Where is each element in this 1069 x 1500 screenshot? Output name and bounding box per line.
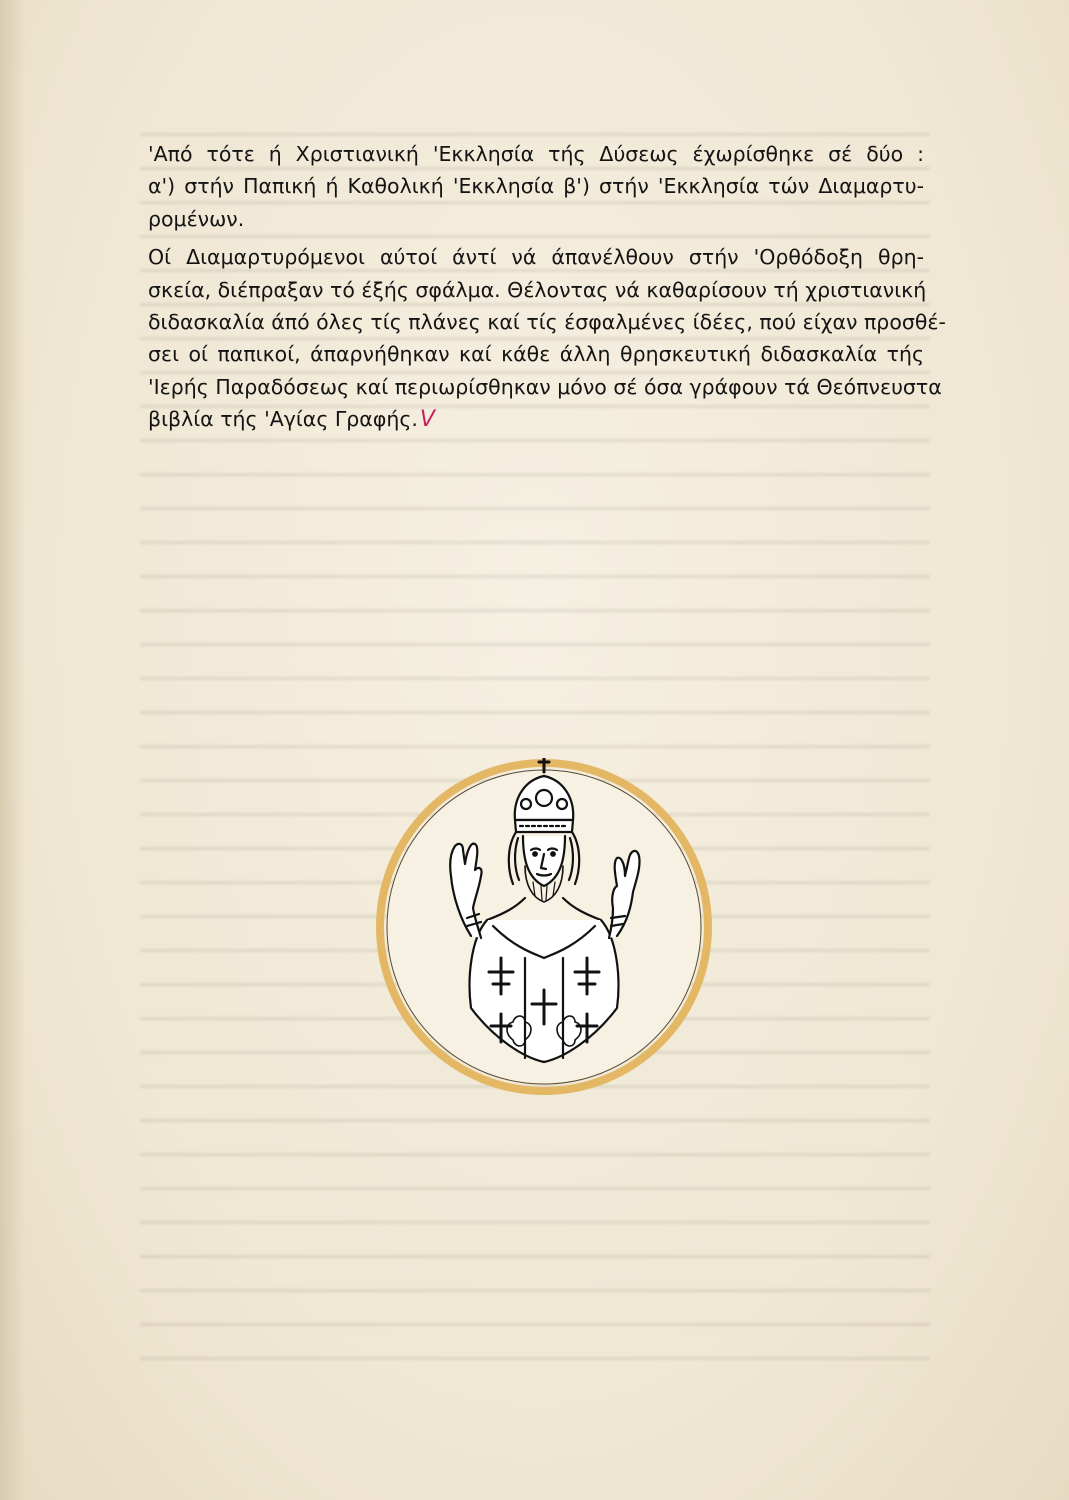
text-line: σκεία, διέπραξαν τό έξής σφάλμα. Θέλοντας νά καθαρίσουν τή χριστιανική <box>148 277 927 302</box>
byzantine-saint-medallion-icon <box>375 758 713 1096</box>
text-line: σει οί παπικοί, άπαρνήθηκαν καί κάθε άλλη θρησκευτική διδασκαλία τής <box>148 342 924 367</box>
text-line-final <box>148 403 924 436</box>
text-line: 'Ιερής Παραδόσεως καί περιωρίσθηκαν μόνο σέ όσα γράφουν τά Θεόπνευστα <box>148 374 942 399</box>
body-text <box>148 138 946 437</box>
text-line: Οί Διαμαρτυρόμενοι αύτοί άντί νά άπανέλθουν στήν 'Ορθόδοξη θρη- <box>148 245 924 270</box>
text-line: α') στήν Παπική ή Καθολική 'Εκκλησία β') στήν 'Εκκλησία τών Διαμαρτυ- <box>148 174 924 199</box>
text-line: διδασκαλία άπό όλες τίς πλάνες καί τίς έσφαλμένες ίδέες, πού είχαν προσθέ- <box>148 310 946 335</box>
binding-shadow <box>0 0 26 1500</box>
text-line: 'Από τότε ή Χριστιανική 'Εκκλησία τής Δύσεως έχωρίσθηκε σέ δύο : <box>148 142 924 166</box>
check-mark: V <box>419 407 435 433</box>
text-line: ρομένων. <box>148 206 245 231</box>
final-line-text: βιβλία τής 'Αγίας Γραφής. <box>148 407 418 432</box>
